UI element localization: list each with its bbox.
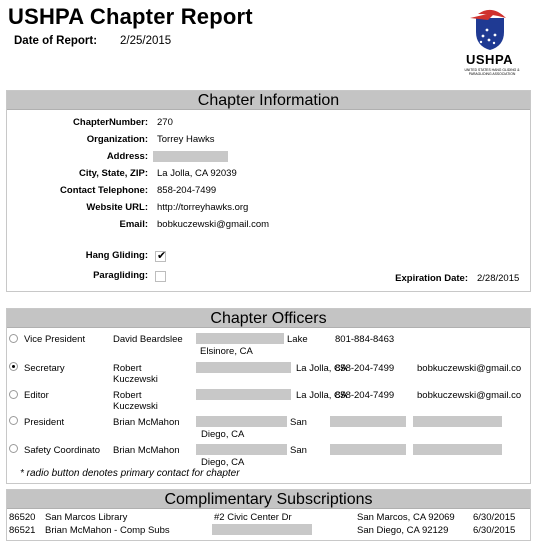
officer-city: Lake: [287, 334, 308, 345]
subscription-date: 6/30/2015: [473, 512, 516, 523]
primary-contact-radio-safety-coordinator[interactable]: [9, 444, 18, 453]
logo-text: USHPA: [466, 52, 514, 67]
hang-gliding-label: Hang Gliding:: [85, 250, 148, 261]
officer-name: Brian McMahon: [113, 417, 180, 428]
contact-telephone-label: Contact Telephone:: [60, 185, 148, 196]
officer-phone: 858-204-7499: [335, 363, 395, 374]
officer-name: Brian McMahon: [113, 445, 180, 456]
primary-contact-radio-vice-president[interactable]: [9, 334, 18, 343]
city-state-zip-value: La Jolla, CA 92039: [157, 168, 237, 179]
subscription-id: 86520: [9, 512, 36, 523]
officer-phone: 858-204-7499: [335, 390, 395, 401]
officer-city-cont: Diego, CA: [201, 429, 245, 440]
report-date-label: Date of Report:: [14, 35, 98, 47]
city-state-zip-label: City, State, ZIP:: [79, 168, 148, 179]
officer-name-cont: Kuczewski: [113, 401, 158, 412]
chapter-officers-title: Chapter Officers: [7, 309, 530, 328]
officer-city: La Jolla, CA: [296, 363, 348, 374]
paragliding-label: Paragliding:: [93, 270, 148, 281]
officer-role: Vice President: [24, 334, 86, 345]
officer-name: Robert: [113, 363, 142, 374]
subscription-city: San Marcos, CA 92069: [357, 512, 455, 523]
officer-city-cont: Diego, CA: [201, 457, 245, 468]
officer-name-cont: Kuczewski: [113, 374, 158, 385]
officer-role: President: [24, 417, 65, 428]
primary-contact-radio-president[interactable]: [9, 416, 18, 425]
officer-name: Robert: [113, 390, 142, 401]
subscription-id: 86521: [9, 525, 36, 536]
address-redacted: [153, 151, 228, 162]
officer-city-cont: Elsinore, CA: [200, 346, 253, 357]
ushpa-logo: [458, 6, 526, 78]
officer-email-redacted: [413, 444, 502, 455]
officer-phone-redacted: [330, 444, 406, 455]
subscription-address-redacted: [212, 524, 312, 535]
organization-label: Organization:: [86, 134, 148, 145]
chapter-info-title: Chapter Information: [7, 91, 530, 110]
officer-address-redacted: [196, 333, 284, 344]
page-title: USHPA Chapter Report: [8, 4, 253, 29]
paragliding-checkbox[interactable]: [155, 271, 166, 282]
officer-role: Editor: [24, 390, 49, 401]
officer-email-redacted: [413, 416, 502, 427]
primary-contact-radio-secretary[interactable]: [9, 362, 18, 371]
primary-contact-note: * radio button denotes primary contact for chapter: [20, 468, 240, 479]
officer-address-redacted: [196, 362, 291, 373]
checkmark-icon: ✔: [157, 250, 167, 262]
officer-email: bobkuczewski@gmail.co: [417, 363, 522, 374]
expiration-date-value: 2/28/2015: [477, 273, 520, 284]
subscription-address: #2 Civic Center Dr: [214, 512, 292, 523]
subscription-city: San Diego, CA 92129: [357, 525, 449, 536]
officer-city: San: [290, 417, 307, 428]
officer-city: La Jolla, CA: [296, 390, 348, 401]
contact-telephone-value: 858-204-7499: [157, 185, 217, 196]
subscription-name: San Marcos Library: [45, 512, 128, 523]
subscription-name: Brian McMahon - Comp Subs: [45, 525, 170, 536]
primary-contact-radio-editor[interactable]: [9, 390, 18, 399]
chapter-number-value: 270: [157, 117, 173, 128]
officer-address-redacted: [196, 444, 287, 455]
subscription-date: 6/30/2015: [473, 525, 516, 536]
officer-city: San: [290, 445, 307, 456]
website-url-label: Website URL:: [86, 202, 148, 213]
chapter-number-label: ChapterNumber:: [73, 117, 148, 128]
officer-role: Safety Coordinato: [24, 445, 101, 456]
website-url-value: http://torreyhawks.org: [157, 202, 249, 213]
hang-gliding-checkbox[interactable]: [155, 251, 166, 262]
logo-subtext: UNITED STATES HANG GLIDING & PARAGLIDING ASSOCIATION: [464, 68, 520, 76]
officer-phone: 801-884-8463: [335, 334, 395, 345]
email-label: Email:: [119, 219, 148, 230]
subscriptions-title: Complimentary Subscriptions: [7, 490, 530, 509]
address-label: Address:: [106, 151, 148, 162]
report-date-value: 2/25/2015: [120, 35, 172, 47]
officer-address-redacted: [196, 416, 287, 427]
email-value: bobkuczewski@gmail.com: [157, 219, 270, 230]
officer-name: David Beardslee: [113, 334, 183, 345]
organization-value: Torrey Hawks: [157, 134, 215, 145]
officer-role: Secretary: [24, 363, 65, 374]
officer-phone-redacted: [330, 416, 406, 427]
officer-address-redacted: [196, 389, 291, 400]
expiration-date-label: Expiration Date:: [395, 273, 468, 284]
officer-email: bobkuczewski@gmail.co: [417, 390, 522, 401]
